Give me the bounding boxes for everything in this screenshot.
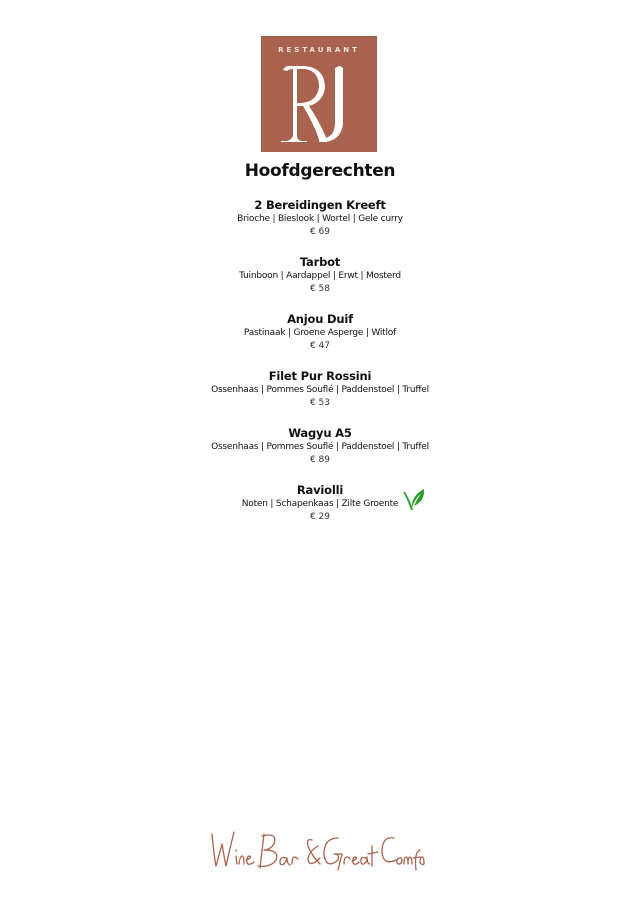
dish-price: € 29 — [309, 512, 331, 522]
dish-name: Tarbot — [299, 255, 341, 269]
dish-price: € 69 — [309, 227, 331, 237]
dish-description: Pastinaak | Groene Asperge | Witlof — [243, 328, 397, 338]
dish-price: € 47 — [309, 341, 331, 351]
dish-name: Anjou Duif — [287, 312, 353, 326]
dish-name: Wagyu A5 — [288, 426, 352, 440]
dish-description: Brioche | Bieslook | Wortel | Gele curry — [237, 214, 403, 224]
leaf-icon — [401, 486, 427, 514]
dish-name: 2 Bereidingen Kreeft — [254, 198, 386, 212]
dish-item — [0, 369, 640, 410]
dish-description: Tuinboon | Aardappel | Erwt | Mosterd — [239, 271, 401, 281]
dish-item — [0, 312, 640, 353]
logo-word: RESTAURANT — [278, 46, 360, 54]
rj-monogram-icon — [261, 36, 377, 152]
restaurant-logo — [261, 36, 377, 152]
dish-name: Filet Pur Rossini — [268, 369, 372, 383]
section-title: Hoofdgerechten — [244, 161, 396, 181]
dish-item — [0, 483, 640, 524]
dish-price: € 58 — [309, 284, 331, 294]
dish-item — [0, 426, 640, 467]
dish-price: € 53 — [309, 398, 331, 408]
signature-logo — [208, 826, 428, 874]
dish-item — [0, 198, 640, 239]
dish-description: Ossenhaas | Pommes Souflé | Paddenstoel | Truffel — [211, 442, 429, 452]
dish-description: Noten | Schapenkaas | Zilte Groente — [241, 499, 399, 509]
dish-description: Ossenhaas | Pommes Souflé | Paddenstoel | Truffel — [211, 385, 429, 395]
dish-name: Raviolli — [296, 483, 344, 497]
dish-item — [0, 255, 640, 296]
dish-price: € 89 — [309, 455, 331, 465]
